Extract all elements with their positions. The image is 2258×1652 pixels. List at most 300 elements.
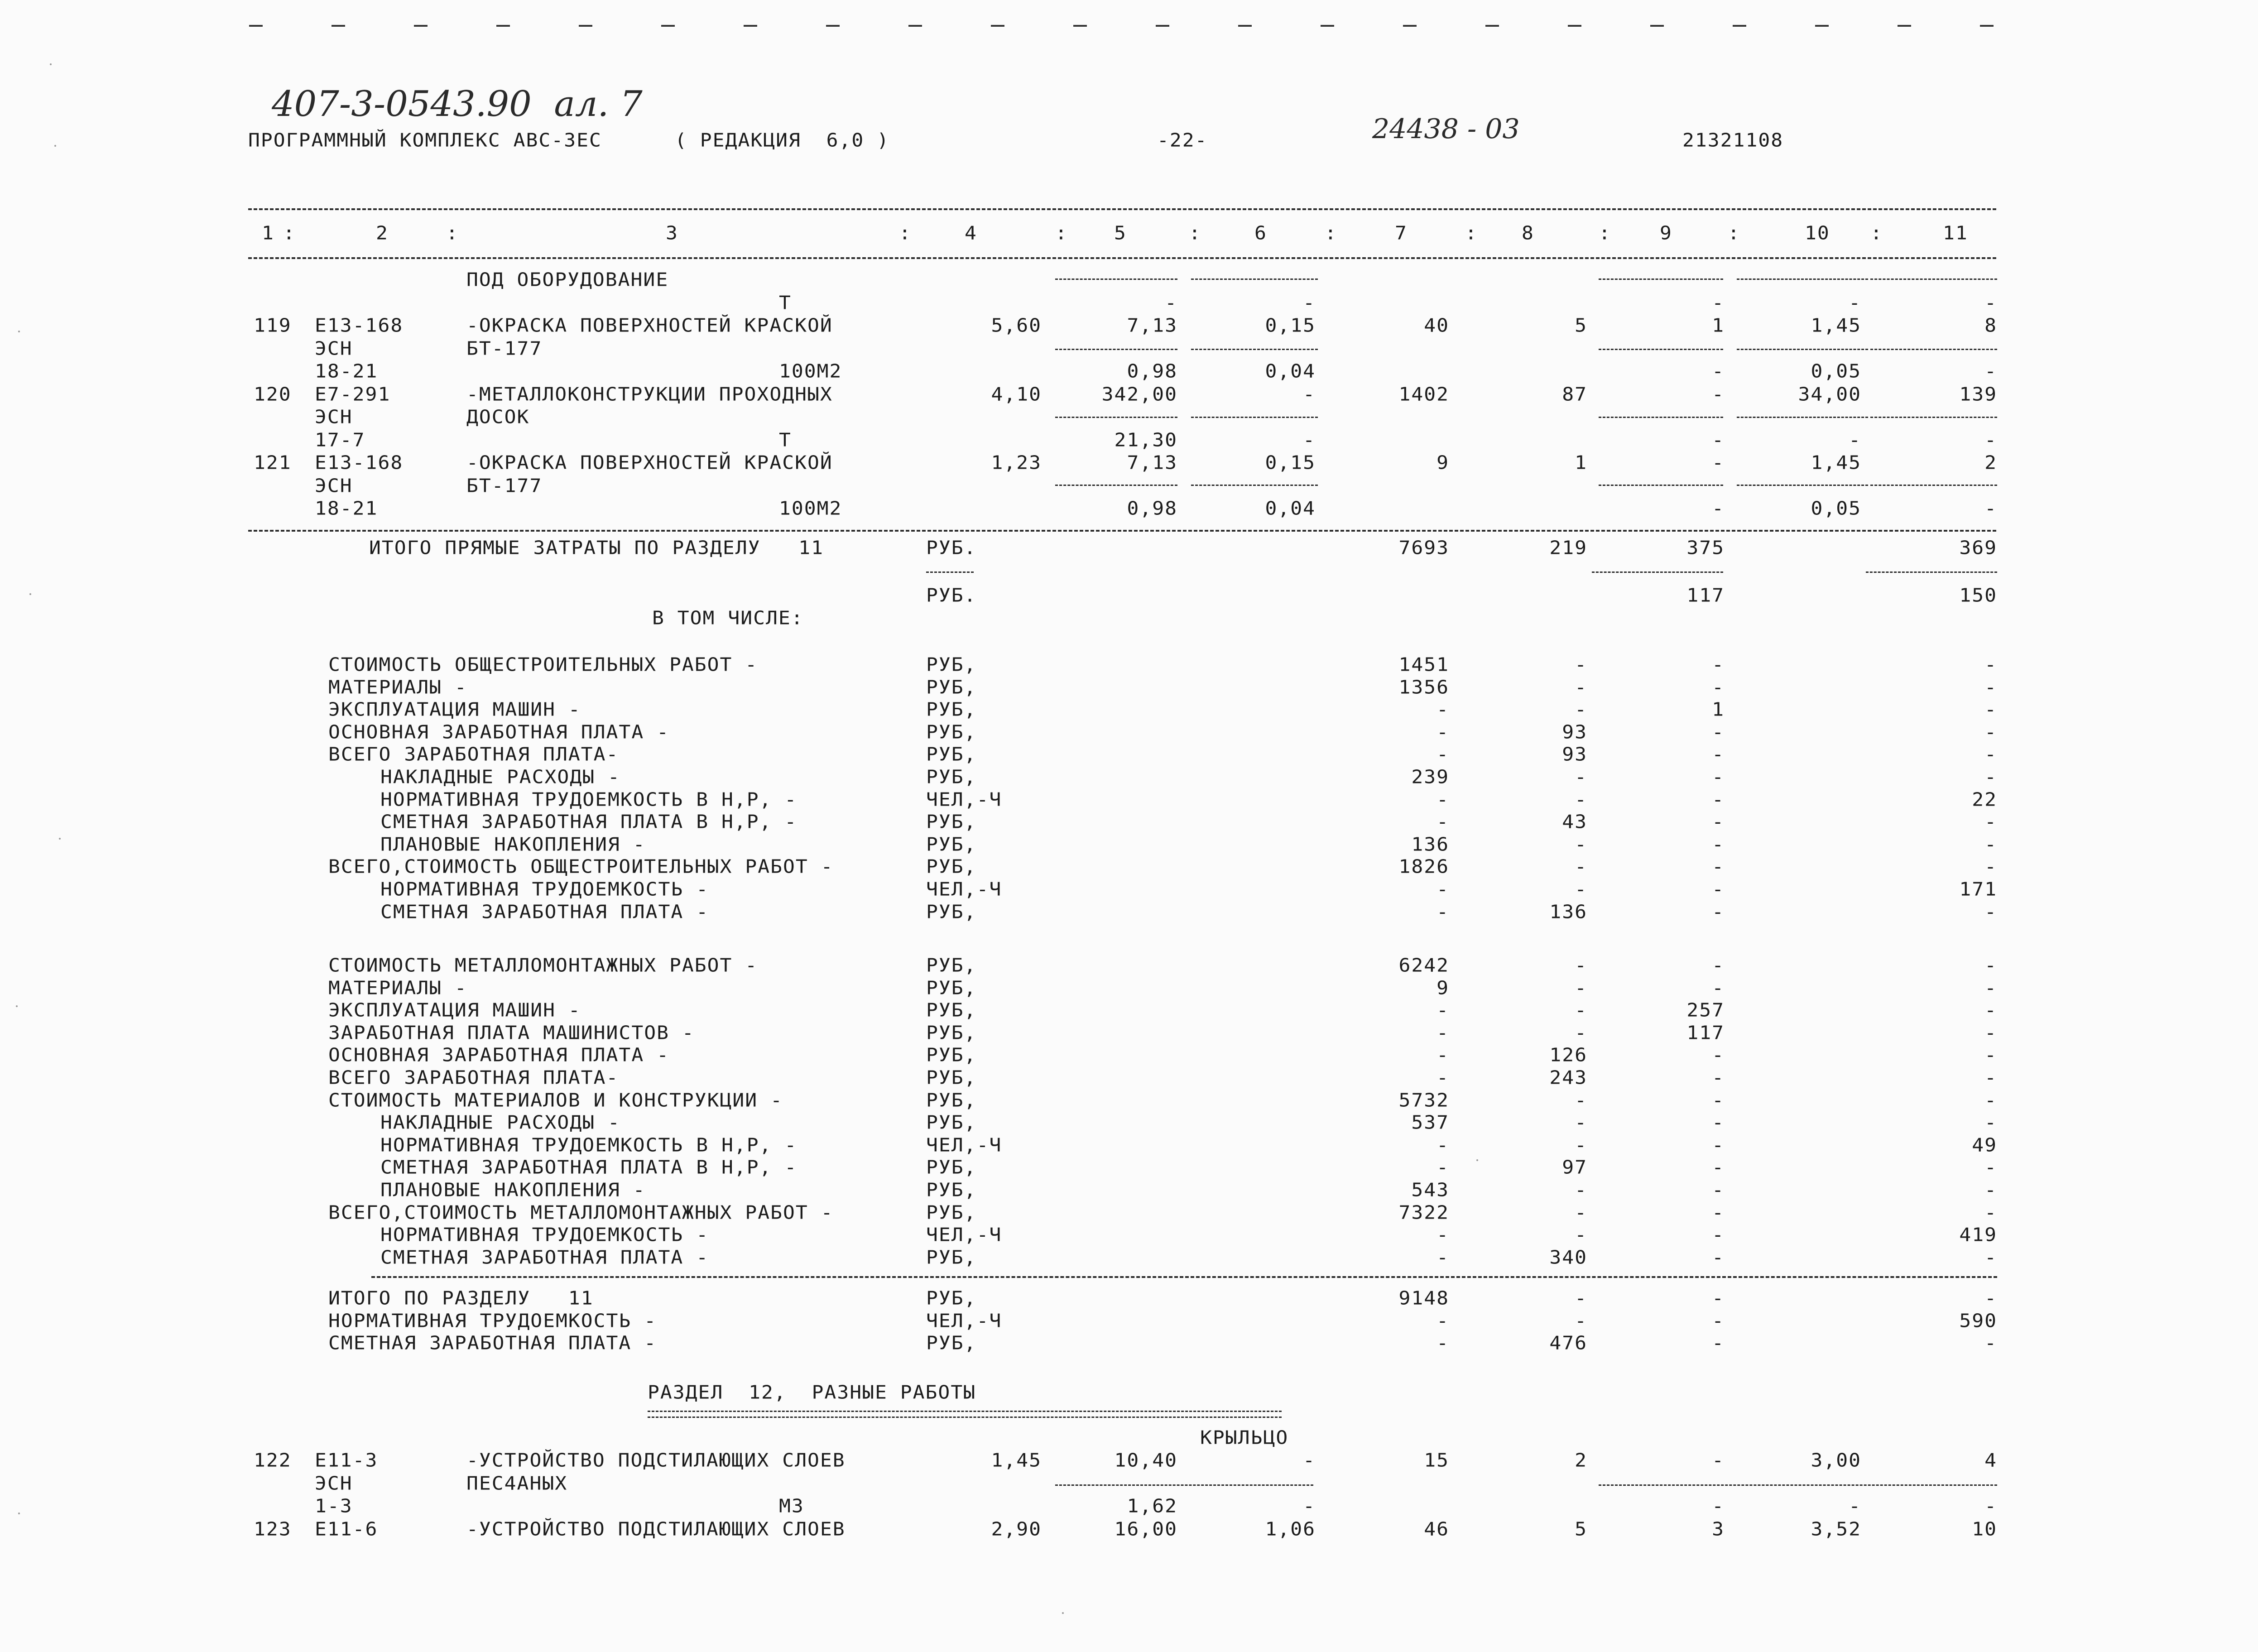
summary-label: СМЕТНАЯ ЗАРАБОТНАЯ ПЛАТА В Н,Р, - xyxy=(380,811,798,833)
section-12-title: РАЗДЕЛ 12, РАЗНЫЕ РАБОТЫ xyxy=(648,1382,976,1403)
summary-c8: - xyxy=(1575,1134,1587,1156)
top-dash-mark xyxy=(744,25,757,27)
scan-speck xyxy=(59,838,61,840)
column-header-2: 2 xyxy=(376,222,389,244)
summary-label: СТОИМОСТЬ МАТЕРИАЛОВ И КОНСТРУКЦИИ - xyxy=(328,1089,783,1111)
item-c5: 0,98 xyxy=(1127,498,1177,519)
summary-c7: - xyxy=(1436,1022,1449,1044)
item-number: 119 xyxy=(254,315,292,336)
summary-c9: - xyxy=(1712,1112,1725,1133)
column-header-4: 4 xyxy=(965,222,977,244)
item-code: ЭСН xyxy=(315,475,353,497)
item-number: 121 xyxy=(254,452,292,474)
summary-c11: - xyxy=(1984,1201,1997,1224)
summary-label: СТОИМОСТЬ МЕТАЛЛОМОНТАЖНЫХ РАБОТ - xyxy=(328,955,758,976)
summary-label: СМЕТНАЯ ЗАРАБОТНАЯ ПЛАТА - xyxy=(380,901,709,923)
summary-c11: - xyxy=(1984,999,1997,1021)
item-c8: 1 xyxy=(1575,452,1587,474)
item-c11: 2 xyxy=(1984,452,1997,474)
item-description: ПЕС4АНЫХ xyxy=(466,1472,568,1494)
item-c9: 1 xyxy=(1712,315,1725,336)
item-c8: 5 xyxy=(1575,1518,1587,1540)
cell-rule xyxy=(1870,279,1997,280)
cell-rule xyxy=(1737,485,1868,486)
including-label: В ТОМ ЧИСЛЕ: xyxy=(652,607,804,629)
cell-rule xyxy=(1870,417,1997,418)
item-c9: 3 xyxy=(1712,1518,1725,1540)
summary-c8: 93 xyxy=(1562,721,1587,743)
scan-speck xyxy=(1062,1612,1064,1614)
summary-c11: - xyxy=(1984,833,1997,855)
scan-speck xyxy=(50,63,52,65)
item-c5: 342,00 xyxy=(1101,383,1177,405)
summary-c9: - xyxy=(1712,1246,1725,1268)
item-code: Е11-6 xyxy=(315,1518,378,1540)
summary-label: НАКЛАДНЫЕ РАСХОДЫ - xyxy=(380,766,620,788)
summary-c8: - xyxy=(1575,1022,1587,1044)
top-dash-mark xyxy=(1650,25,1664,27)
top-dash-mark xyxy=(249,25,263,27)
summary-c7: - xyxy=(1436,1224,1449,1246)
item-c5: - xyxy=(1165,292,1177,314)
summary-c8: - xyxy=(1575,879,1587,900)
cell-rule xyxy=(1191,485,1318,486)
summary-unit: РУБ, xyxy=(926,955,977,976)
summary-c9: - xyxy=(1712,1224,1725,1246)
summary-c11: - xyxy=(1984,811,1997,833)
summary-c7: - xyxy=(1436,901,1449,923)
item-c5: 21,30 xyxy=(1114,429,1177,451)
item-code: 1-3 xyxy=(315,1495,353,1517)
summary-c8: 97 xyxy=(1562,1157,1587,1179)
item-unit: М3 xyxy=(779,1495,804,1517)
direct-costs-c11b: 150 xyxy=(1959,585,1997,606)
summary-c11: 49 xyxy=(1972,1134,1997,1156)
summary-c7: 1826 xyxy=(1398,856,1449,878)
summary-c9: - xyxy=(1712,1134,1725,1156)
summary-unit: РУБ, xyxy=(926,1022,977,1044)
summary-unit: РУБ, xyxy=(926,676,977,698)
summary-c7: - xyxy=(1436,1310,1449,1332)
item-c6: - xyxy=(1303,292,1316,314)
section-rule xyxy=(248,530,1996,532)
summary-c8: 476 xyxy=(1549,1332,1587,1354)
summary-c11: - xyxy=(1984,1022,1997,1044)
summary-unit: РУБ, xyxy=(926,1067,977,1089)
summary-c7: 537 xyxy=(1411,1112,1449,1133)
summary-c9: - xyxy=(1712,901,1725,923)
summary-c9: - xyxy=(1712,1157,1725,1179)
item-c11: 10 xyxy=(1972,1518,1997,1540)
summary-c7: 239 xyxy=(1411,766,1449,788)
item-code: Е7-291 xyxy=(315,383,391,405)
column-separator: : xyxy=(446,222,459,244)
item-c6: - xyxy=(1303,1450,1316,1471)
summary-label: ОСНОВНАЯ ЗАРАБОТНАЯ ПЛАТА - xyxy=(328,721,669,743)
item-code: 18-21 xyxy=(315,498,378,519)
item-code: Е13-168 xyxy=(315,452,404,474)
handwritten-document-code: 407-3-0543.90 ал. 7 xyxy=(272,84,643,125)
item-c7: 1402 xyxy=(1398,383,1449,405)
column-separator: : xyxy=(1465,222,1478,244)
summary-c9: - xyxy=(1712,1332,1725,1354)
summary-label: ВСЕГО,СТОИМОСТЬ ОБЩЕСТРОИТЕЛЬНЫХ РАБОТ - xyxy=(328,856,834,878)
cell-rule xyxy=(1599,279,1723,280)
item-c7: 46 xyxy=(1424,1518,1449,1540)
section-12-subtitle: КРЫЛЬЦО xyxy=(1200,1427,1289,1449)
cell-rule xyxy=(1055,417,1177,418)
summary-unit: РУБ, xyxy=(926,901,977,923)
cell-rule xyxy=(1599,1484,1997,1486)
summary-c9: - xyxy=(1712,1044,1725,1066)
summary-unit: РУБ, xyxy=(926,811,977,833)
summary-label: НОРМАТИВНАЯ ТРУДОЕМКОСТЬ - xyxy=(380,879,709,900)
summary-unit: РУБ, xyxy=(926,1157,977,1179)
column-separator: : xyxy=(899,222,912,244)
summary-c11: - xyxy=(1984,856,1997,878)
item-description: -ОКРАСКА ПОВЕРХНОСТЕЙ КРАСКОЙ xyxy=(466,452,833,474)
column-header-8: 8 xyxy=(1522,222,1534,244)
column-header-5: 5 xyxy=(1114,222,1127,244)
item-description: -МЕТАЛЛОКОНСТРУКЦИИ ПРОХОДНЫХ xyxy=(466,383,833,405)
top-dash-mark xyxy=(991,25,1004,27)
summary-c11: - xyxy=(1984,1044,1997,1066)
column-separator: : xyxy=(1055,222,1068,244)
item-code: 17-7 xyxy=(315,429,365,451)
summary-c7: - xyxy=(1436,1246,1449,1268)
column-header-9: 9 xyxy=(1660,222,1672,244)
item-c10: - xyxy=(1849,429,1861,451)
item-c6: 0,04 xyxy=(1265,498,1316,519)
summary-unit: ЧЕЛ,-Ч xyxy=(926,1134,1002,1156)
column-header-7: 7 xyxy=(1395,222,1408,244)
summary-c7: - xyxy=(1436,699,1449,720)
summary-c11: - xyxy=(1984,1067,1997,1089)
column-separator: : xyxy=(1189,222,1201,244)
item-c6: - xyxy=(1303,429,1316,451)
summary-c11: - xyxy=(1984,1089,1997,1111)
summary-c9: - xyxy=(1712,654,1725,676)
summary-c7: - xyxy=(1436,1332,1449,1354)
item-c7: 40 xyxy=(1424,315,1449,336)
summary-label: НОРМАТИВНАЯ ТРУДОЕМКОСТЬ В Н,Р, - xyxy=(380,788,798,811)
item-description: БТ-177 xyxy=(466,337,543,360)
item-description: -УСТРОЙСТВО ПОДСТИЛАЮЩИХ СЛОЕВ xyxy=(466,1518,846,1540)
item-c8: 87 xyxy=(1562,383,1587,405)
cell-rule xyxy=(1191,349,1318,350)
summary-c11: - xyxy=(1984,901,1997,923)
unit-rule xyxy=(926,571,974,573)
top-dash-mark xyxy=(1238,25,1252,27)
item-unit: 100М2 xyxy=(779,360,842,382)
scan-speck xyxy=(18,1513,20,1514)
summary-c11: - xyxy=(1984,699,1997,720)
summary-unit: РУБ, xyxy=(926,1044,977,1066)
item-c9: - xyxy=(1712,429,1725,451)
top-dash-mark xyxy=(908,25,922,27)
item-c4: 2,90 xyxy=(991,1518,1042,1540)
summary-c11: - xyxy=(1984,977,1997,999)
summary-c8: - xyxy=(1575,1310,1587,1332)
direct-costs-c11: 369 xyxy=(1959,537,1997,559)
summary-label: ВСЕГО ЗАРАБОТНАЯ ПЛАТА- xyxy=(328,1067,619,1089)
summary-c9: - xyxy=(1712,1287,1725,1309)
item-c11: 139 xyxy=(1959,383,1997,405)
summary-c9: - xyxy=(1712,879,1725,900)
summary-label: СМЕТНАЯ ЗАРАБОТНАЯ ПЛАТА - xyxy=(380,1246,709,1268)
summary-unit: ЧЕЛ,-Ч xyxy=(926,1310,1002,1332)
item-number: 123 xyxy=(254,1518,292,1540)
item-c10: 0,05 xyxy=(1811,498,1861,519)
scan-speck xyxy=(18,331,20,332)
item-description: -УСТРОЙСТВО ПОДСТИЛАЮЩИХ СЛОЕВ xyxy=(466,1450,846,1471)
summary-c8: 126 xyxy=(1549,1044,1587,1066)
summary-unit: РУБ, xyxy=(926,977,977,999)
item-code: ЭСН xyxy=(315,337,353,360)
item-description: ПОД ОБОРУДОВАНИЕ xyxy=(466,269,669,291)
summary-c9: 1 xyxy=(1712,699,1725,720)
item-c6: 1,06 xyxy=(1265,1518,1316,1540)
cell-rule xyxy=(1191,417,1318,418)
item-c10: - xyxy=(1849,1495,1861,1517)
cell-rule xyxy=(1055,1484,1313,1486)
summary-label: ВСЕГО ЗАРАБОТНАЯ ПЛАТА- xyxy=(328,744,619,766)
summary-unit: РУБ, xyxy=(926,856,977,878)
scan-speck xyxy=(16,1005,18,1007)
summary-c7: - xyxy=(1436,1134,1449,1156)
column-header-1: 1 xyxy=(262,222,274,244)
summary-label: ЗАРАБОТНАЯ ПЛАТА МАШИНИСТОВ - xyxy=(328,1022,695,1044)
summary-c8: - xyxy=(1575,977,1587,999)
column-header-10: 10 xyxy=(1805,222,1830,244)
program-title: ПРОГРАММНЫЙ КОМПЛЕКС АВС-3ЕС xyxy=(248,130,602,151)
summary-c11: 171 xyxy=(1959,879,1997,900)
column-separator: : xyxy=(283,222,296,244)
scan-speck xyxy=(29,593,31,595)
top-dash-mark xyxy=(1568,25,1581,27)
summary-label: ИТОГО ПО РАЗДЕЛУ 11 xyxy=(328,1287,594,1309)
summary-c8: - xyxy=(1575,1224,1587,1246)
item-c11: - xyxy=(1984,1495,1997,1517)
item-number: 122 xyxy=(254,1450,292,1471)
summary-unit: РУБ, xyxy=(926,1179,977,1201)
top-dash-mark xyxy=(826,25,840,27)
summary-c11: 590 xyxy=(1959,1310,1997,1332)
summary-label: ВСЕГО,СТОИМОСТЬ МЕТАЛЛОМОНТАЖНЫХ РАБОТ - xyxy=(328,1201,834,1224)
summary-c9: - xyxy=(1712,856,1725,878)
summary-c7: 7322 xyxy=(1398,1201,1449,1224)
summary-c11: - xyxy=(1984,654,1997,676)
item-c5: 7,13 xyxy=(1127,315,1177,336)
edition-label: ( РЕДАКЦИЯ 6,0 ) xyxy=(675,130,890,151)
summary-c8: - xyxy=(1575,1112,1587,1133)
item-c6: 0,15 xyxy=(1265,315,1316,336)
item-c11: 4 xyxy=(1984,1450,1997,1471)
summary-unit: ЧЕЛ,-Ч xyxy=(926,879,1002,900)
summary-unit: РУБ, xyxy=(926,1332,977,1354)
column-separator: : xyxy=(1728,222,1740,244)
item-description: -ОКРАСКА ПОВЕРХНОСТЕЙ КРАСКОЙ xyxy=(466,315,833,336)
summary-unit: РУБ, xyxy=(926,721,977,743)
summary-c9: - xyxy=(1712,766,1725,788)
item-unit: Т xyxy=(779,429,792,451)
summary-c8: - xyxy=(1575,1179,1587,1201)
cell-rule xyxy=(1870,485,1997,486)
summary-c9: - xyxy=(1712,744,1725,766)
summary-unit: РУБ, xyxy=(926,999,977,1021)
summary-c9: - xyxy=(1712,955,1725,976)
top-dash-mark xyxy=(414,25,428,27)
summary-c11: - xyxy=(1984,1332,1997,1354)
top-dash-mark xyxy=(1321,25,1334,27)
item-c9: - xyxy=(1712,1495,1725,1517)
cell-rule xyxy=(1055,485,1177,486)
item-c5: 16,00 xyxy=(1114,1518,1177,1540)
item-c4: 1,23 xyxy=(991,452,1042,474)
item-description: БТ-177 xyxy=(466,475,543,497)
summary-c9: - xyxy=(1712,1201,1725,1224)
item-c4: 5,60 xyxy=(991,315,1042,336)
summary-c9: - xyxy=(1712,1310,1725,1332)
summary-c7: - xyxy=(1436,811,1449,833)
summary-c7: 9148 xyxy=(1398,1287,1449,1309)
summary-c9: - xyxy=(1712,833,1725,855)
summary-c9: - xyxy=(1712,676,1725,698)
summary-c7: - xyxy=(1436,1067,1449,1089)
summary-label: ЭКСПЛУАТАЦИЯ МАШИН - xyxy=(328,699,581,720)
summary-c11: - xyxy=(1984,721,1997,743)
item-c9: - xyxy=(1712,1450,1725,1471)
summary-c7: - xyxy=(1436,1044,1449,1066)
summary-c7: 6242 xyxy=(1398,955,1449,976)
cell-rule xyxy=(1592,571,1723,573)
summary-label: СМЕТНАЯ ЗАРАБОТНАЯ ПЛАТА В Н,Р, - xyxy=(380,1157,798,1179)
item-c4: 4,10 xyxy=(991,383,1042,405)
cell-rule xyxy=(1599,417,1723,418)
summary-c8: 243 xyxy=(1549,1067,1587,1089)
item-c9: - xyxy=(1712,383,1725,405)
section-12-underline xyxy=(648,1411,1282,1418)
page-number: -22- xyxy=(1157,130,1208,151)
summary-c9: 257 xyxy=(1686,999,1725,1021)
column-separator: : xyxy=(1870,222,1883,244)
top-dash-mark xyxy=(1733,25,1746,27)
summary-c8: 43 xyxy=(1562,811,1587,833)
summary-c8: - xyxy=(1575,766,1587,788)
table-top-rule xyxy=(248,208,1996,210)
summary-c11: - xyxy=(1984,1112,1997,1133)
summary-c8: - xyxy=(1575,1287,1587,1309)
summary-unit: РУБ, xyxy=(926,744,977,766)
top-dash-mark xyxy=(579,25,592,27)
item-c5: 0,98 xyxy=(1127,360,1177,382)
direct-costs-c7: 7693 xyxy=(1398,537,1449,559)
summary-label: СТОИМОСТЬ ОБЩЕСТРОИТЕЛЬНЫХ РАБОТ - xyxy=(328,654,758,676)
cell-rule xyxy=(1866,571,1997,573)
summary-label: ОСНОВНАЯ ЗАРАБОТНАЯ ПЛАТА - xyxy=(328,1044,669,1066)
summary-c8: - xyxy=(1575,699,1587,720)
item-c8: 2 xyxy=(1575,1450,1587,1471)
item-number: 120 xyxy=(254,383,292,405)
summary-c8: - xyxy=(1575,955,1587,976)
summary-c7: 9 xyxy=(1436,977,1449,999)
summary-unit: РУБ, xyxy=(926,699,977,720)
summary-unit: РУБ, xyxy=(926,1287,977,1309)
item-c10: - xyxy=(1849,292,1861,314)
summary-c8: 93 xyxy=(1562,744,1587,766)
summary-c7: - xyxy=(1436,721,1449,743)
item-code: ЭСН xyxy=(315,1472,353,1494)
item-description: ДОСОК xyxy=(466,406,530,428)
scan-speck xyxy=(1476,1159,1478,1161)
item-unit: 100М2 xyxy=(779,498,842,519)
item-c5: 7,13 xyxy=(1127,452,1177,474)
summary-c11: - xyxy=(1984,766,1997,788)
summary-label: ЭКСПЛУАТАЦИЯ МАШИН - xyxy=(328,999,581,1021)
summary-label: НАКЛАДНЫЕ РАСХОДЫ - xyxy=(380,1112,620,1133)
item-unit: Т xyxy=(779,292,792,314)
cell-rule xyxy=(1737,279,1868,280)
summary-c9: - xyxy=(1712,721,1725,743)
summary-c7: 136 xyxy=(1411,833,1449,855)
summary-c7: - xyxy=(1436,1157,1449,1179)
summary-c11: - xyxy=(1984,1246,1997,1268)
item-c7: 9 xyxy=(1436,452,1449,474)
item-code: ЭСН xyxy=(315,406,353,428)
summary-c11: - xyxy=(1984,744,1997,766)
top-dash-mark xyxy=(1485,25,1499,27)
item-c10: 0,05 xyxy=(1811,360,1861,382)
top-dash-mark xyxy=(661,25,675,27)
top-dash-mark xyxy=(1403,25,1417,27)
summary-c9: - xyxy=(1712,811,1725,833)
item-c6: 0,15 xyxy=(1265,452,1316,474)
summary-label: НОРМАТИВНАЯ ТРУДОЕМКОСТЬ В Н,Р, - xyxy=(380,1134,798,1156)
summary-c8: - xyxy=(1575,1089,1587,1111)
item-code: 18-21 xyxy=(315,360,378,382)
direct-costs-c9b: 117 xyxy=(1686,585,1725,606)
summary-c8: - xyxy=(1575,1201,1587,1224)
summary-label: ПЛАНОВЫЕ НАКОПЛЕНИЯ - xyxy=(380,1179,646,1201)
summary-c8: 136 xyxy=(1549,901,1587,923)
summary-c8: - xyxy=(1575,999,1587,1021)
item-c9: - xyxy=(1712,292,1725,314)
summary-unit: РУБ, xyxy=(926,833,977,855)
summary-c11: - xyxy=(1984,676,1997,698)
summary-c8: - xyxy=(1575,856,1587,878)
item-c5: 1,62 xyxy=(1127,1495,1177,1517)
summary-c9: - xyxy=(1712,977,1725,999)
summary-c9: - xyxy=(1712,1089,1725,1111)
summary-unit: РУБ, xyxy=(926,1246,977,1268)
item-c5: 10,40 xyxy=(1114,1450,1177,1471)
summary-label: МАТЕРИАЛЫ - xyxy=(328,977,467,999)
item-c11: - xyxy=(1984,360,1997,382)
column-separator: : xyxy=(1599,222,1611,244)
top-dash-mark xyxy=(1815,25,1829,27)
item-c6: 0,04 xyxy=(1265,360,1316,382)
cell-rule xyxy=(1055,279,1177,280)
column-separator: : xyxy=(1325,222,1337,244)
cell-rule xyxy=(1599,349,1723,350)
direct-costs-unit: РУБ. xyxy=(926,537,977,559)
summary-c9: - xyxy=(1712,788,1725,811)
summary-c9: 117 xyxy=(1686,1022,1725,1044)
item-c7: 15 xyxy=(1424,1450,1449,1471)
summary-unit: РУБ, xyxy=(926,766,977,788)
cell-rule xyxy=(1737,417,1868,418)
summary-c7: - xyxy=(1436,788,1449,811)
